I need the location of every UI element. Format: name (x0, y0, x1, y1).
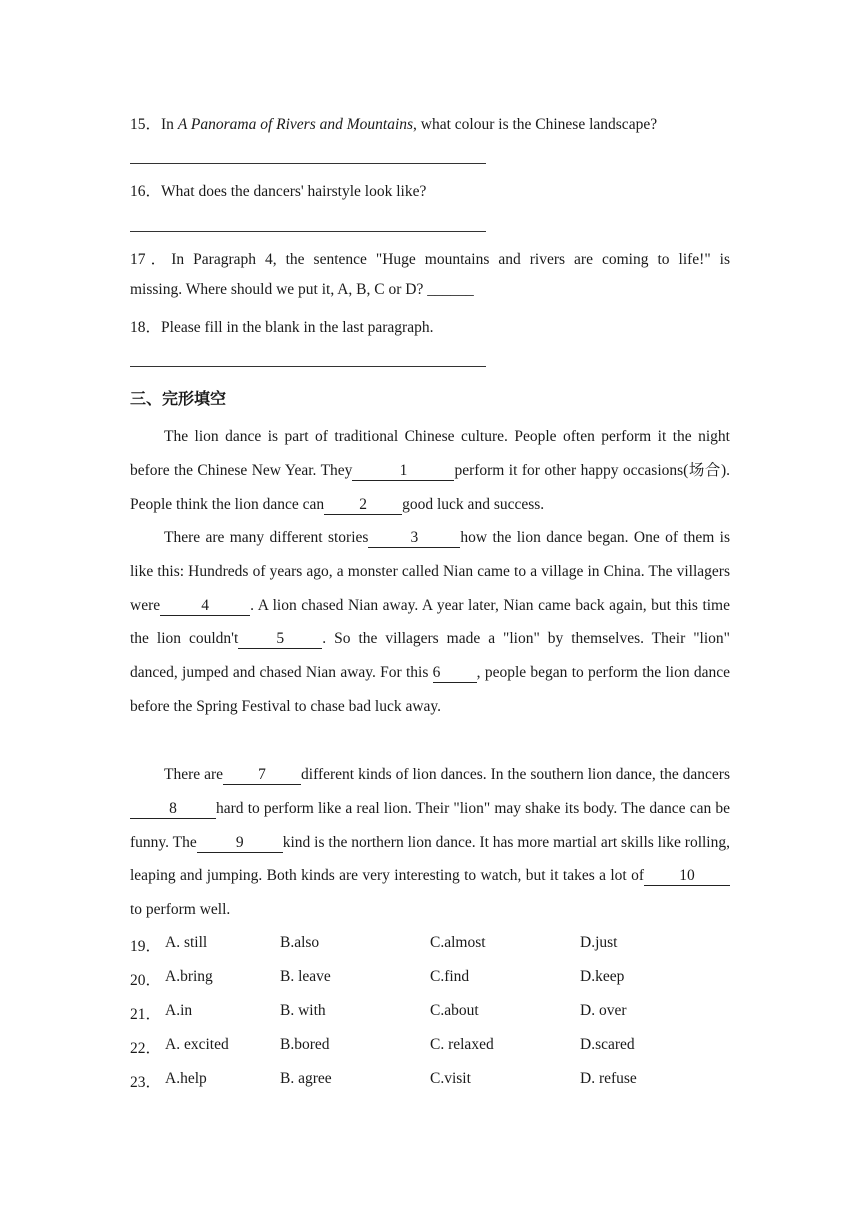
passage-text: different kinds of lion dances. In the southern lion dance, the dancers (301, 766, 731, 783)
passage-text: to perform well. (130, 901, 231, 919)
option-b[interactable]: B. with (280, 1002, 326, 1019)
question-text: In Paragraph 4, the sentence "Huge mountains and rivers are coming to life!" is (171, 251, 730, 268)
question-18 (130, 315, 730, 337)
passage-text: . So the villagers made a "lion" by themselves. Their "lion" danced, jumped and chased Nian away. For this (130, 630, 730, 682)
passage-text: perform it for other happy occasions(场合). People think the lion dance can (130, 461, 731, 513)
passage-text: The lion dance is part of traditional Chinese culture. People often perform it the night before the Chinese New Year. They (130, 428, 730, 479)
option-d[interactable]: D.keep (580, 968, 625, 985)
question-text-pre: In (161, 116, 178, 133)
option-a[interactable]: A.in (165, 1002, 193, 1019)
passage-text: how the lion dance began. One of them is like this: Hundreds of years ago, a monster called Nian came to a village in China. The villagers were (130, 529, 730, 614)
option-number: 21． (130, 1006, 162, 1023)
blank-9[interactable]: 9 (197, 834, 283, 853)
blank-7[interactable]: 7 (223, 766, 301, 785)
option-number: 20． (130, 972, 162, 989)
option-b[interactable]: B. agree (280, 1070, 332, 1087)
option-b[interactable]: B.bored (280, 1036, 330, 1053)
option-d[interactable]: D. refuse (580, 1070, 637, 1087)
option-number: 19． (130, 938, 162, 955)
answer-line-18[interactable] (130, 366, 486, 367)
blank-10[interactable]: 10 (644, 867, 730, 886)
option-b[interactable]: B.also (280, 934, 320, 951)
blank-1[interactable]: 1 (352, 462, 454, 481)
blank-4[interactable]: 4 (160, 597, 250, 616)
options-row-22 (130, 1036, 730, 1060)
option-c[interactable]: C.almost (430, 934, 486, 951)
blank-5[interactable]: 5 (238, 630, 322, 649)
option-number: 22． (130, 1040, 162, 1057)
passage-paragraph-3 (130, 758, 730, 927)
question-17-line-1 (130, 247, 730, 269)
passage-text: There are (164, 766, 224, 783)
option-d[interactable]: D. over (580, 1002, 627, 1019)
question-number: 15． (130, 116, 162, 133)
question-text: What does the dancers' hairstyle look like? (161, 183, 427, 200)
passage-text: hard to perform like a real lion. Their "lion" may shake its body. The dance can be funny. The (130, 799, 730, 851)
passage-text: There are many different stories (164, 529, 369, 546)
options-row-20 (130, 968, 730, 992)
question-text-post: , what colour is the Chinese landscape? (413, 116, 658, 133)
option-a[interactable]: A. still (165, 934, 208, 951)
passage-text: , people began to perform the lion dance before the Spring Festival to chase bad luck away. (130, 664, 730, 715)
option-c[interactable]: C.find (430, 968, 470, 985)
option-a[interactable]: A.help (165, 1070, 207, 1087)
question-number: 16． (130, 183, 162, 200)
option-b[interactable]: B. leave (280, 968, 331, 985)
question-15 (130, 112, 730, 134)
option-d[interactable]: D.just (580, 934, 618, 951)
passage-paragraph-2 (130, 521, 730, 724)
blank-6[interactable]: 6 (433, 664, 477, 683)
option-c[interactable]: C.visit (430, 1070, 471, 1087)
question-16 (130, 179, 730, 201)
question-17-line-2 (130, 281, 730, 299)
blank-8[interactable]: 8 (130, 800, 216, 819)
passage-text: good luck and success. (402, 495, 545, 513)
passage-paragraph-1 (130, 420, 730, 521)
answer-line-16[interactable] (130, 231, 486, 232)
option-c[interactable]: C. relaxed (430, 1036, 494, 1053)
blank-3[interactable]: 3 (368, 529, 460, 548)
artwork-title: A Panorama of Rivers and Mountains (177, 116, 414, 133)
option-a[interactable]: A.bring (165, 968, 213, 985)
option-c[interactable]: C.about (430, 1002, 479, 1019)
passage-text: . A lion chased Nian away. A year later, Nian came back again, but this time the lion couldn't (130, 596, 730, 648)
question-text: Please fill in the blank in the last paragraph. (161, 319, 434, 336)
section-heading-cloze: 三、完形填空 (130, 389, 227, 408)
passage-text: kind is the northern lion dance. It has more martial art skills like rolling, leaping and jumping. Both kinds are very interesting to watch, but it takes a lot of (130, 833, 730, 885)
question-number: 17． (130, 251, 172, 268)
option-d[interactable]: D.scared (580, 1036, 635, 1053)
options-row-23 (130, 1070, 730, 1094)
options-row-19 (130, 934, 730, 958)
blank-2[interactable]: 2 (324, 496, 402, 515)
options-row-21 (130, 1002, 730, 1026)
option-number: 23． (130, 1074, 162, 1091)
question-text: missing. Where should we put it, A, B, C or D? ______ (130, 281, 474, 298)
option-a[interactable]: A. excited (165, 1036, 229, 1053)
question-number: 18． (130, 319, 162, 336)
answer-line-15[interactable] (130, 163, 486, 164)
